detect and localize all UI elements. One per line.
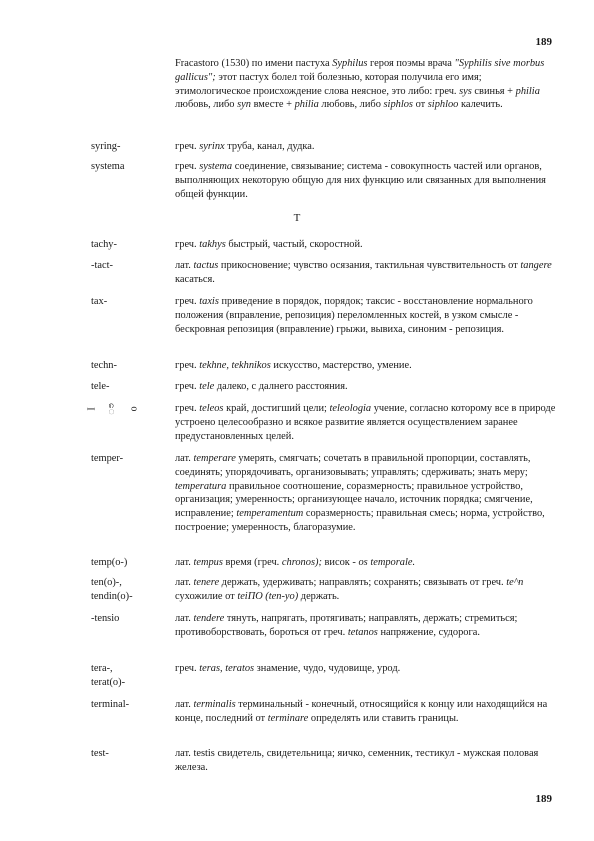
entry-term: systema — [91, 161, 125, 172]
term: tangere — [520, 260, 552, 271]
term: siphloo — [427, 99, 459, 111]
entry-term: tachy- — [91, 239, 117, 250]
text: греч. — [175, 381, 200, 392]
entry-term — [91, 576, 171, 604]
term: temperare — [193, 453, 236, 464]
term: tendere — [193, 613, 225, 624]
entry-term — [91, 662, 171, 690]
text: греч. — [175, 161, 200, 172]
term: tenere — [193, 577, 220, 588]
text: лат. — [175, 260, 194, 271]
text: держать. — [298, 590, 340, 602]
text: греч. — [175, 141, 200, 152]
term-line: tera-, — [91, 663, 113, 674]
text: определять или ставить границы. — [308, 712, 459, 724]
term: tele — [199, 381, 215, 392]
text: калечить. — [458, 99, 503, 111]
entry-definition — [175, 140, 560, 154]
term-line: terat(o)- — [91, 676, 126, 688]
text: тянуть, напрягать, протягивать; направлять, держать; стремиться; противоборствовать, бороться от греч. — [175, 613, 518, 638]
term: takhys — [199, 239, 226, 250]
text: правильное соотношение, соразмерность; правильное устройство, организация; умеренность; организующее начало, источник порядка; смягчение, исправление; — [175, 480, 533, 520]
glyph: I — [84, 407, 96, 411]
text: касаться. — [175, 273, 215, 285]
entry-definition — [175, 238, 560, 252]
entry-definition — [175, 698, 560, 726]
entry-definition — [175, 359, 560, 373]
text: греч. — [175, 403, 200, 414]
text: приведение в порядок, порядок; таксис - восстановление нормального положения (вправление, репозиция) переломленных костей, в узком смысле - бескровная репозиция (вправление) грыжи, вывиха, синоним - репозиция. — [175, 296, 533, 335]
text: знамение, чудо, чудовище, урод. — [254, 663, 401, 674]
term: philia — [515, 85, 540, 97]
term: terminare — [267, 712, 309, 724]
text: лат. — [175, 699, 194, 710]
entry-definition — [175, 402, 560, 443]
continued-entry-text — [175, 57, 555, 112]
term: te^n — [506, 577, 524, 588]
text: вместе + — [250, 99, 295, 111]
entry-term: test- — [91, 748, 109, 759]
term: taxis — [199, 296, 219, 307]
entry-definition — [175, 160, 560, 201]
term: teleologia — [329, 403, 372, 414]
term: tactus — [193, 260, 219, 271]
term: syn — [237, 99, 251, 111]
text: умерять, смягчать; сочетать в правильной пропорции, составлять, соединять; упорядочивать, организовывать; управлять; сдерживать; знать меру; — [175, 453, 531, 478]
text: терминальный - конечный, относящийся к концу или находящийся на конце, последний от — [175, 699, 548, 724]
text: труба, канал, дудка. — [224, 141, 315, 152]
entry-definition — [175, 295, 560, 336]
page-number-bottom: 189 — [535, 793, 552, 805]
entry-definition — [175, 612, 560, 640]
term-line: ten(o)-, — [91, 577, 122, 588]
text: край, достигший цели; — [223, 403, 330, 414]
glyph: о — [128, 406, 140, 412]
term: teiПО (ten-yo) — [237, 590, 299, 602]
term: sys — [459, 85, 472, 97]
text: сухожилие от — [175, 590, 238, 602]
text: далеко, с далнего расстояния. — [214, 381, 348, 392]
entry-term: tele- — [91, 381, 110, 392]
entry-term: -tact- — [91, 260, 113, 271]
text: греч. — [175, 239, 200, 250]
entry-term: syring- — [91, 141, 121, 152]
entry-term: techn- — [91, 360, 117, 371]
text: лат. — [175, 613, 194, 624]
text: прикосновение; чувство осязания, тактильная чувствительность от — [218, 260, 521, 271]
term: tempus — [193, 557, 223, 568]
text: лат. — [175, 453, 194, 464]
term: temperamentum — [236, 508, 304, 520]
entry-term: -tensio — [91, 613, 120, 624]
section-letter: T — [293, 212, 301, 224]
text: Fracastoro (1530) по имени пастуха — [175, 58, 333, 69]
entry-term: temper- — [91, 453, 124, 464]
text: соединение, связывание; система - совокупность частей или органов, выполняющих некоторую общую для них функцию или связанных для выполнения общей функции. — [175, 161, 546, 200]
entry-definition — [175, 576, 560, 604]
term-line: tendin(o)- — [91, 590, 133, 602]
term: syrinx — [199, 141, 225, 152]
text: быстрый, частый, скоростной. — [225, 239, 363, 250]
term: philia — [294, 99, 319, 111]
term: chronos); — [281, 557, 322, 568]
entry-definition — [175, 380, 560, 394]
term: systema — [199, 161, 233, 172]
term: "Syphilis sive morbus gallicus"; — [175, 58, 545, 83]
text: этот пастух болел той болезнью, которая получила его имя; этимологическое происхождение слова неясное, это либо: греч. — [175, 71, 482, 97]
entry-definition — [175, 452, 560, 535]
entry-definition — [175, 556, 560, 570]
text: время (греч. — [222, 557, 282, 568]
text: напряжение, судорога. — [377, 626, 480, 638]
text: висок - — [321, 557, 359, 568]
term: tetanos — [347, 626, 378, 638]
text: искусство, мастерство, умение. — [270, 360, 412, 371]
term: temperatura — [175, 480, 227, 492]
text: лат. — [175, 557, 194, 568]
term: teleos — [199, 403, 224, 414]
entry-term-rotated — [84, 402, 168, 416]
entry-term: terminal- — [91, 699, 130, 710]
text: учение, согласно которому все в природе устроено целесообразно и всякое развитие является осуществлением заранее предустановленных целей. — [175, 403, 556, 442]
text: любовь, либо — [318, 99, 384, 111]
text: греч. — [175, 296, 200, 307]
term: tekhne, tekhnikos — [199, 360, 271, 371]
term: siphlos — [383, 99, 413, 111]
text: героя поэмы врача — [367, 58, 455, 69]
text: от — [412, 99, 428, 111]
page-number-top: 189 — [535, 36, 552, 48]
entry-definition — [175, 259, 560, 287]
text: соразмерность; правильная смесь; норма, устройство, построение; умеренность, благоразумие. — [175, 508, 545, 533]
text: свинья + — [471, 85, 516, 97]
term: Syphilus — [332, 58, 368, 69]
glyph: ေ — [106, 402, 118, 415]
term: terminalis — [193, 699, 236, 710]
entry-term: tax- — [91, 296, 108, 307]
text: греч. — [175, 663, 200, 674]
text: держать, удерживать; направлять; сохранять; связывать от греч. — [219, 577, 507, 588]
term: os temporale. — [358, 557, 416, 568]
entry-definition: лат. testis свидетель, свидетельница; яичко, семенник, тестикул - мужская половая железа. — [175, 748, 539, 773]
entry-definition — [175, 662, 560, 676]
text: греч. — [175, 360, 200, 371]
text: лат. — [175, 577, 194, 588]
entry-term: temp(o-) — [91, 557, 128, 568]
term: teras, teratos — [199, 663, 255, 674]
text: любовь, либо — [175, 99, 238, 111]
